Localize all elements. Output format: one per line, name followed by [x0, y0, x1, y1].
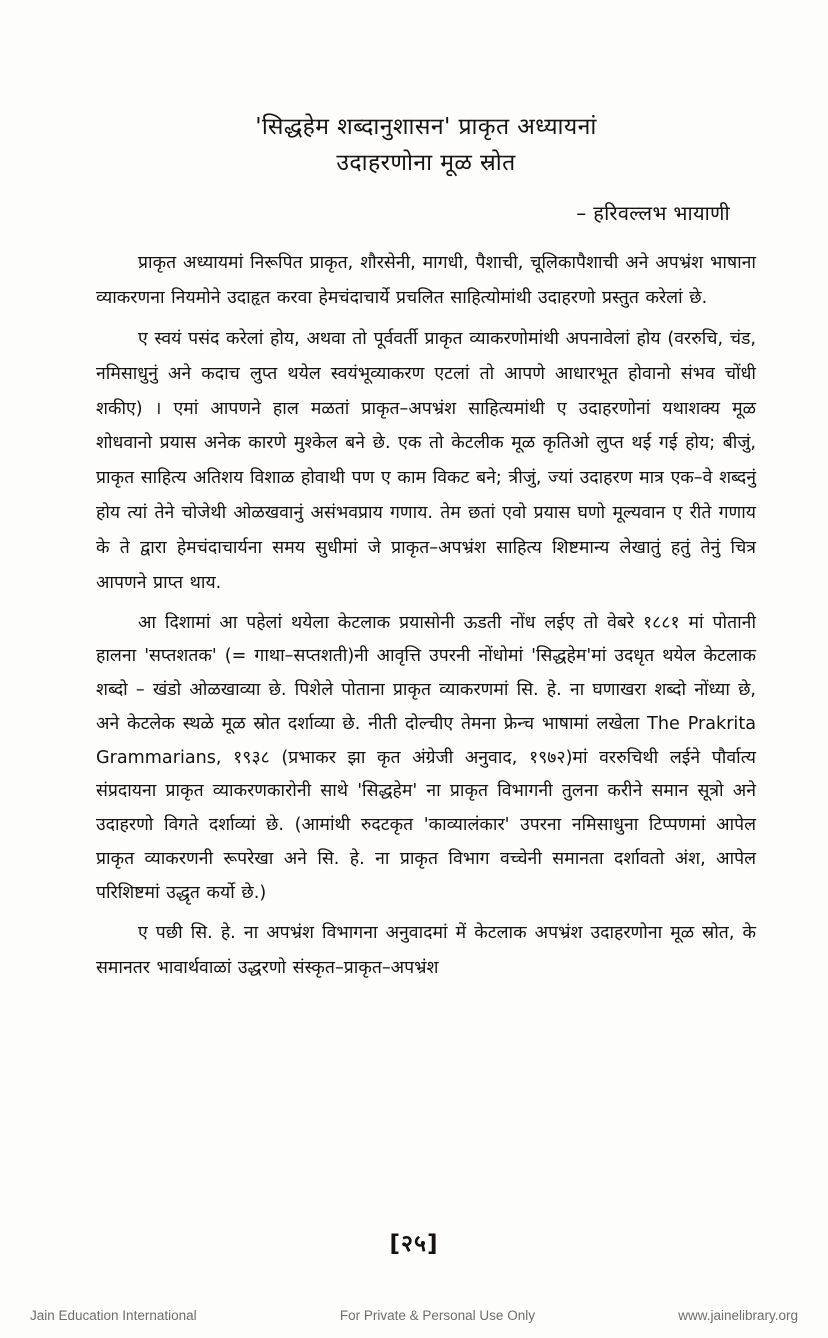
page-title-line-2: उदाहरणोना मूळ स्रोत: [336, 149, 516, 176]
footer-center-text: For Private & Personal Use Only: [339, 1307, 535, 1323]
body-paragraph-2: ए स्वयं पसंद करेलां होय, अथवा तो पूर्ववर्ती प्राकृत व्याकरणोमांथी अपनावेलां होय (वररुचि, चंड, नमिसाधुनुं अने कदाच लुप्त थयेल स्वयंभूव्याकरण एटलां तो आपणे आधारभूत होवानो संभव चोंधी शकीए) । एमां आपणने हाल मळतां प्राकृत–अपभ्रंश साहित्यमांथी ए उदाहरणोनां यथाशक्य मूळ शोधवानो प्रयास अनेक कारणे मुश्केल बने छे. एक तो केटलीक मूळ कृतिओ लुप्त थई गई होय; बीजुं, प्राकृत साहित्य अतिशय विशाळ होवाथी पण ए काम विकट बने; त्रीजुं, ज्यां उदाहरण मात्र एक–वे शब्दनुं होय त्यां तेने चोजेथी ओळखवानुं असंभवप्राय गणाय. तेम छतां एवो प्रयास घणो मूल्यवान ए रीते गणाय के ते द्वारा हेमचंदाचार्यना समय सुधीमां जे प्राकृत–अपभ्रंश साहित्य शिष्टमान्य लेखातुं हतुं तेनुं चित्र आपणने प्राप्त थाय.: [96, 328, 756, 593]
footer-website-link[interactable]: www.jainelibrary.org: [678, 1307, 798, 1323]
body-paragraph-3: आ दिशामां आ पहेलां थयेला केटलाक प्रयासोनी ऊडती नोंध लईए तो वेबरे १८८१ मां पोतानी हालना 'सप्तशतक' (= गाथा–सप्तशती)नी आवृत्ति उपरनी नोंधोमां 'सिद्धहेम'मां उदधृत थयेल केटलाक शब्दो – खंडो ओळखाव्या छे. पिशेले पोताना प्राकृत व्याकरणमां सि. हे. ना घणाखरा शब्दो नोंध्या छे, अने केटलेक स्थळे मूळ स्रोत दर्शाव्या छे. नीती दोल्चीए तेमना फ्रेन्च भाषामां लखेला The Prakrita Grammarians, १९३८ (प्रभाकर झा कृत अंग्रेजी अनुवाद, १९७२)मां वररुचिथी लईने पौर्वात्य संप्रदायना प्राकृत व्याकरणकारोनी साथे 'सिद्धहेम' ना प्राकृत विभागनी तुलना करीने समान सूत्रो अने उदाहरणो विगते दर्शाव्यां छे. (आमांथी रुदटकृत 'काव्यालंकार' उपरना नमिसाधुना टिप्पणमां आपेल प्राकृत व्याकरणनी रूपरेखा अने सि. हे. ना प्राकृत विभाग वच्चेनी समानता दर्शावतो अंश, आपेल परिशिष्टमां उद्धृत कर्यो छे.): [96, 612, 756, 903]
page-title: [96, 110, 756, 181]
page-title-line-1: 'सिद्धहेम शब्दानुशासन' प्राकृत अध्यायनां: [255, 114, 597, 140]
author-byline: – हरिवल्लभ भायाणी: [576, 201, 730, 226]
page-footer: [0, 1292, 828, 1338]
page-content: [96, 110, 756, 992]
body-paragraph-4: ए पछी सि. हे. ना अपभ्रंश विभागना अनुवादमां में केटलाक अपभ्रंश उदाहरणोना मूळ स्रोत, के समानतर भावार्थवाळां उद्धरणो संस्कृत–प्राकृत–अपभ्रंश: [96, 923, 756, 979]
page-number: [२५]: [389, 1231, 439, 1257]
body-paragraph-1: प्राकृत अध्यायमां निरूपित प्राकृत, शौरसेनी, मागधी, पैशाची, चूलिकापैशाची अने अपभ्रंश भाषाना व्याकरणना नियमोने उदाहृत करवा हेमचंदाचार्ये प्रचलित साहित्योमांथी उदाहरणो प्रस्तुत करेलां छे.: [96, 253, 756, 309]
footer-left-text: Jain Education International: [30, 1307, 197, 1323]
